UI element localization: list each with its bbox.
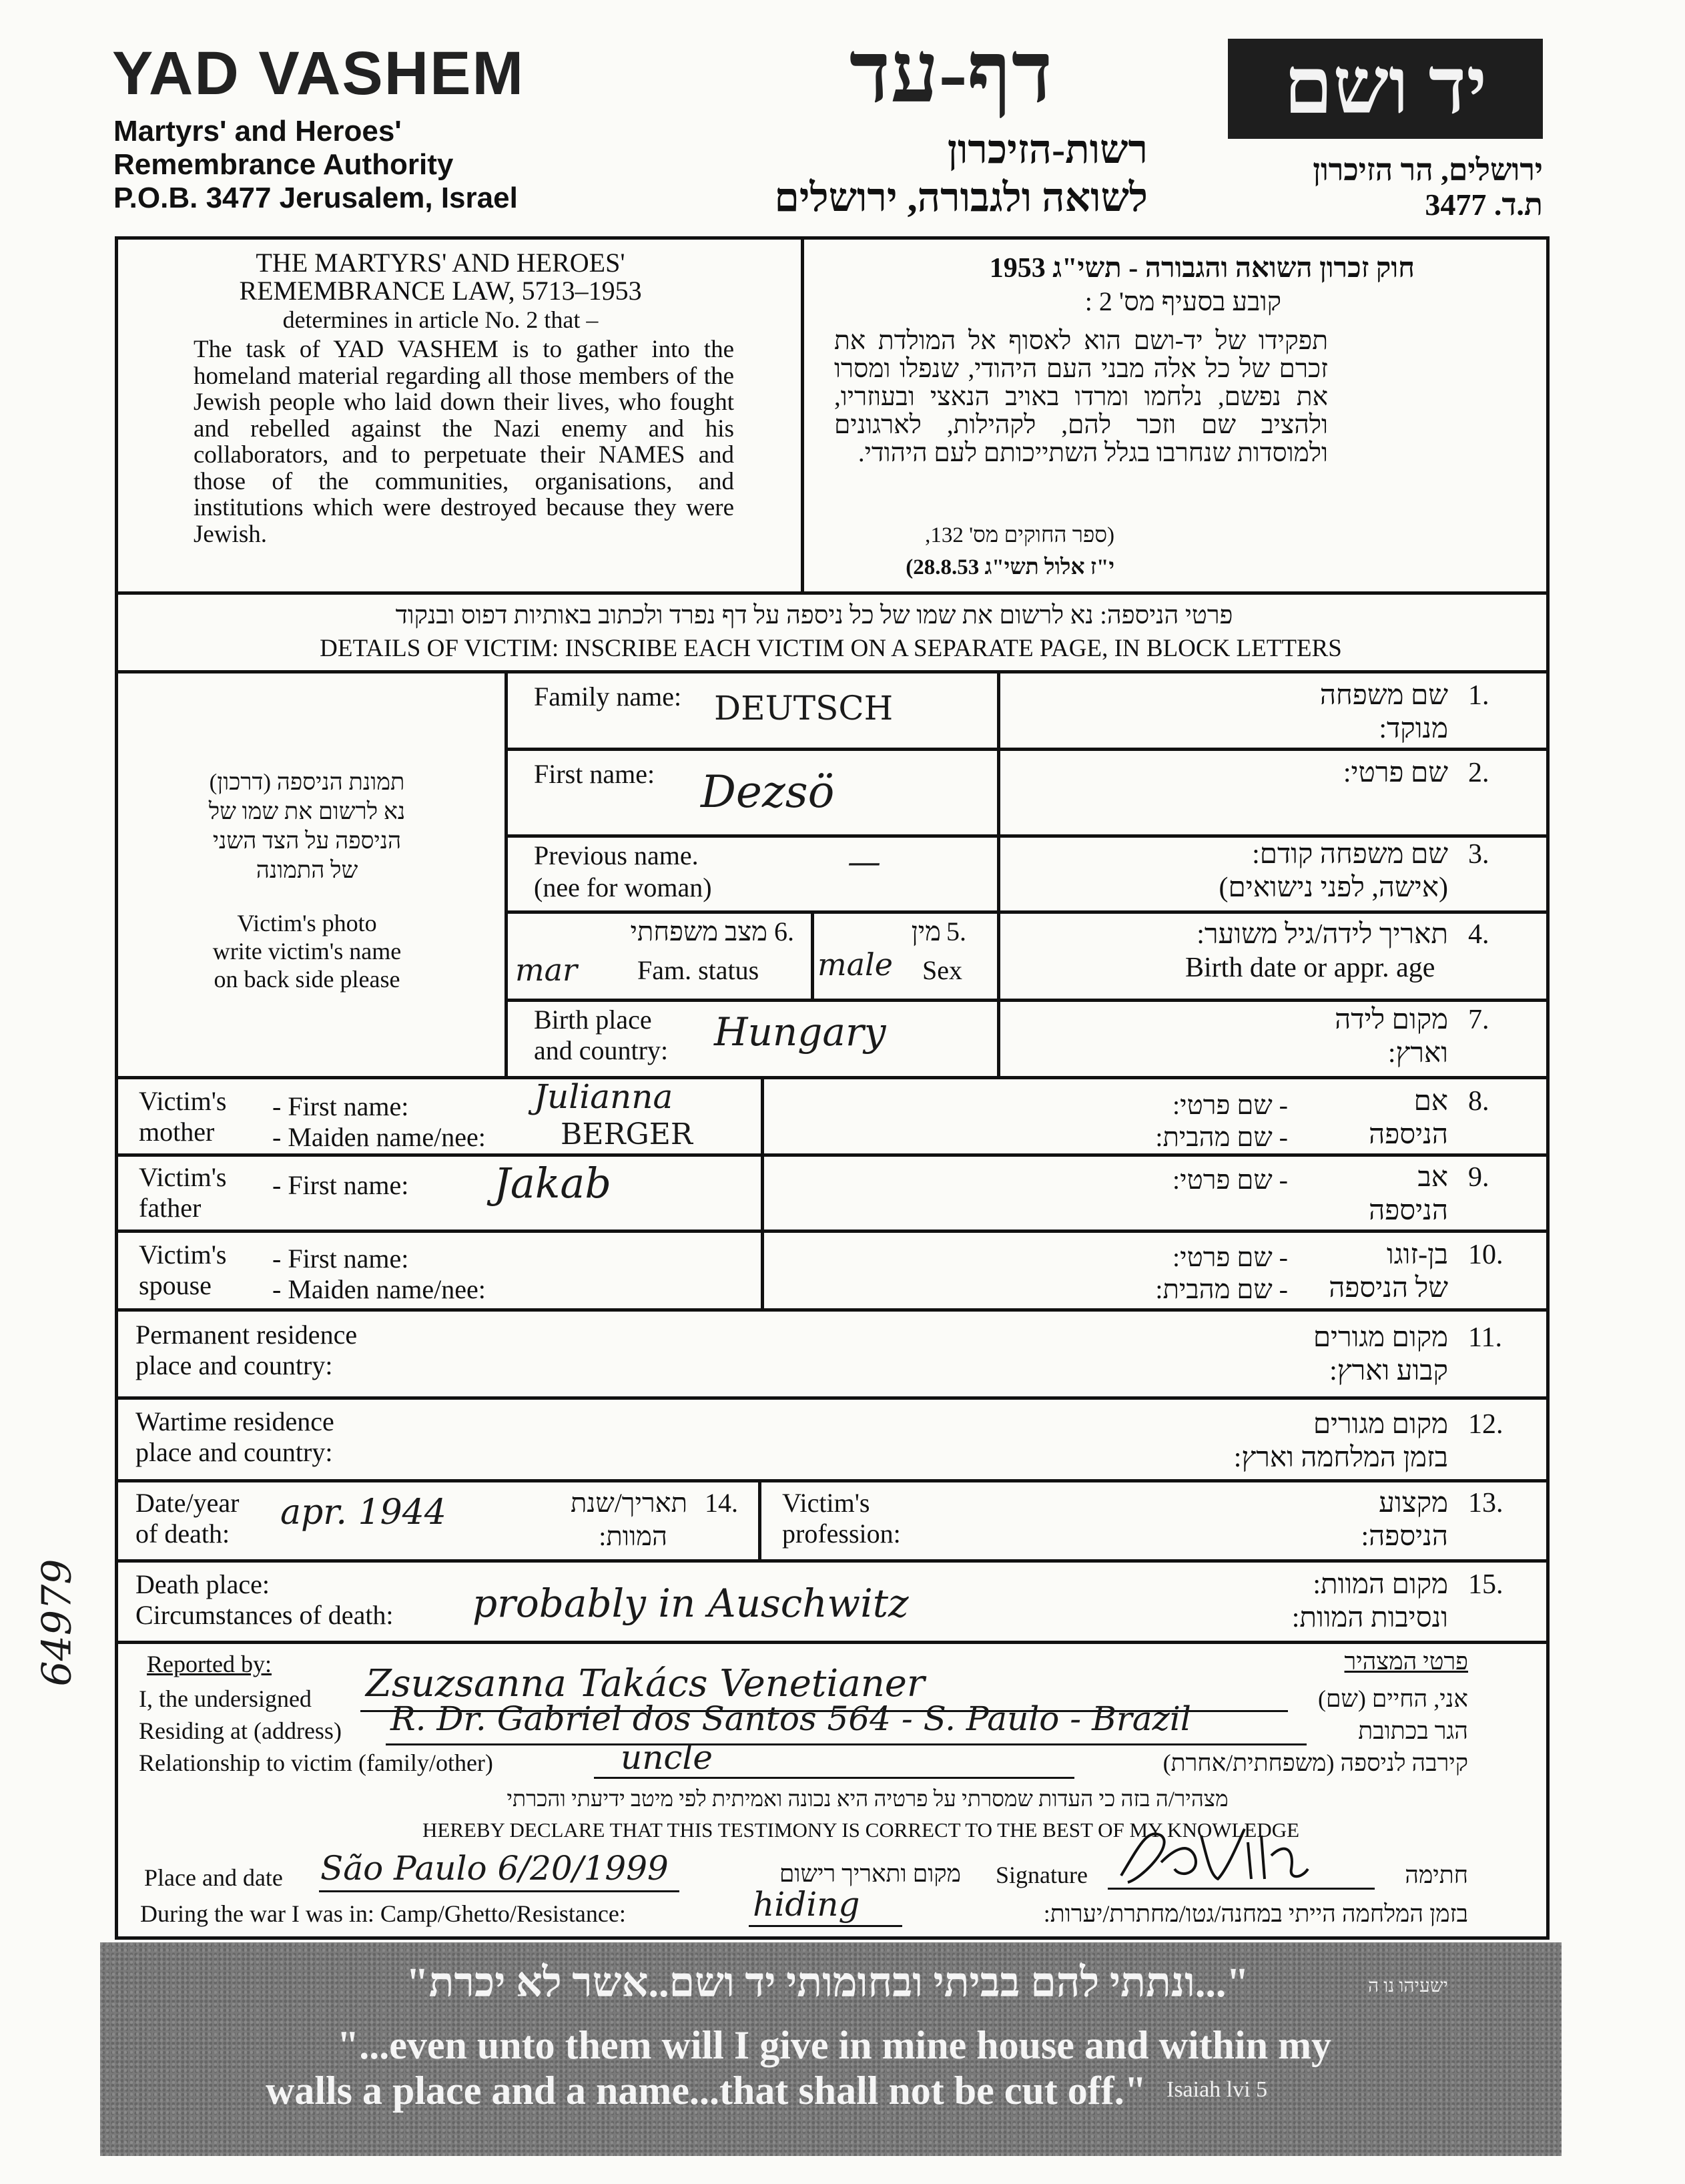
relation-line	[594, 1777, 1074, 1779]
photo-he-line4: של התמונה	[256, 857, 358, 883]
num-12: 12.	[1468, 1409, 1503, 1440]
photo-he-line3: הניספה על הצד השני	[212, 828, 402, 854]
num-5: 5.	[946, 916, 966, 946]
death-place-label1: Death place:	[135, 1569, 270, 1599]
sex-divider	[811, 910, 814, 1000]
photo-en-line1: Victim's photo	[237, 910, 377, 936]
family-name-value[interactable]: DEUTSCH	[714, 689, 894, 728]
death-divider	[758, 1479, 761, 1561]
war-location-line	[749, 1925, 902, 1927]
photo-divider	[504, 670, 508, 1077]
father-label1: Victim's	[139, 1162, 227, 1192]
org-line2: Remembrance Authority	[113, 148, 454, 181]
num-15: 15.	[1468, 1569, 1503, 1600]
father-label2: father	[139, 1193, 202, 1223]
signature-he: חתימה	[1405, 1862, 1468, 1888]
margin-note: 64979	[33, 1559, 81, 1687]
birth-place-label2: and country:	[534, 1035, 669, 1065]
law-divider	[801, 236, 804, 593]
mother-he2: הניספה	[1369, 1119, 1448, 1150]
heb-addr2: ת.ד. 3477	[1425, 188, 1543, 222]
rule-row10	[115, 1308, 1550, 1312]
rule-row13	[115, 1559, 1550, 1563]
address-value[interactable]: R. Dr. Gabriel dos Santos 564 - S. Paulo - Brazil	[390, 1699, 1191, 1738]
fam-status-label: Fam. status	[637, 955, 759, 985]
death-place-value[interactable]: probably in Auschwitz	[472, 1581, 909, 1626]
details-en-heading: DETAILS OF VICTIM: INSCRIBE EACH VICTIM ON A SEPARATE PAGE, IN BLOCK LETTERS	[320, 635, 1342, 662]
profession-label1: Victim's	[782, 1488, 870, 1518]
law-he-title2: קובע בסעיף מס' 2 :	[1084, 286, 1281, 316]
previous-name-value[interactable]: —	[848, 842, 881, 881]
footer-en-ref: Isaiah lvi 5	[1166, 2077, 1268, 2102]
war-location-label: During the war I was in: Camp/Ghetto/Resistance:	[140, 1900, 626, 1927]
spouse-he-maiden: - שם מהבית:	[1155, 1274, 1288, 1304]
address-he: הגר בכתובת	[1358, 1717, 1468, 1744]
org-title: YAD VASHEM	[112, 39, 525, 107]
birth-date-label: Birth date or appr. age	[1185, 952, 1435, 983]
sex-he: מין	[911, 916, 941, 946]
law-he-ref2: י"ז אלול תשי"ג 28.8.53)	[906, 555, 1114, 579]
num-11: 11.	[1468, 1322, 1502, 1353]
birth-date-he: תאריך לידה/גיל משוער:	[1197, 919, 1448, 950]
profession-he2: הניספה:	[1361, 1521, 1448, 1552]
reported-by-he: פרטי המצהיר	[1344, 1648, 1468, 1675]
previous-name-label1: Previous name.	[534, 840, 699, 870]
place-date-he: מקום ותאריך רישום	[779, 1860, 961, 1887]
death-place-label2: Circumstances of death:	[135, 1600, 394, 1630]
address-label: Residing at (address)	[139, 1717, 342, 1744]
rule-row1	[504, 748, 1550, 751]
rule-row3	[504, 910, 1550, 914]
org-line1: Martyrs' and Heroes'	[113, 115, 402, 148]
undersigned-he: אני, החיים (שם)	[1317, 1685, 1468, 1712]
place-date-line	[319, 1890, 679, 1892]
previous-name-label2: (nee for woman)	[534, 872, 712, 902]
details-he-heading: פרטי הניספה: נא לרשום את שמו של כל ניספה על דף נפרד ולכתוב באותיות דפוס ובנקוד	[395, 601, 1233, 629]
law-bottom-rule	[115, 591, 1550, 595]
photo-en-line2: write victim's name	[212, 938, 402, 965]
photo-he-line2: נא לרשום את שמו של	[208, 798, 406, 824]
rule-row15	[115, 1641, 1550, 1644]
num-1: 1.	[1468, 680, 1489, 711]
signature-mark	[1101, 1816, 1321, 1896]
heb-addr1: ירושלים, הר הזיכרון	[1313, 153, 1543, 187]
place-date-value[interactable]: São Paulo 6/20/1999	[320, 1849, 669, 1888]
spouse-he-first: - שם פרטי:	[1172, 1242, 1288, 1272]
photo-en-line3: on back side please	[214, 966, 400, 993]
spouse-maiden-label: - Maiden name/nee:	[272, 1274, 486, 1304]
war-residence-label1: Wartime residence	[135, 1406, 334, 1436]
father-he2: הניספה	[1369, 1195, 1448, 1226]
num-7: 7.	[1468, 1005, 1489, 1035]
father-first-value[interactable]: Jakab	[494, 1159, 612, 1207]
fam-status-he: מצב משפחתי	[630, 916, 767, 946]
heb-page-title: דף-עד	[849, 25, 1053, 120]
sex-label: Sex	[922, 955, 962, 985]
mother-he-maiden: - שם מהבית:	[1155, 1122, 1288, 1152]
undersigned-label: I, the undersigned	[139, 1685, 312, 1712]
num-13: 13.	[1468, 1488, 1503, 1519]
mother-maiden-value[interactable]: BERGER	[561, 1117, 693, 1151]
war-residence-he2: בזמן המלחמה וארץ:	[1233, 1442, 1448, 1473]
previous-name-he1: שם משפחה קודם:	[1252, 839, 1448, 870]
spouse-he1: בן-זוגו	[1387, 1240, 1448, 1270]
num-6: 6.	[774, 916, 794, 946]
law-he-body: תפקידו של יד-ושם הוא לאסוף אל המולדת את זכרם של כל אלה מבני העם היהודי, שנפלו ומסרו את נפשם, נלחמו ומרדו באויב הנאצי ובעוזריו, ולהציב שם וזכר להם, לקהילות, לארגונים ולמוסדות שנחרבו בגלל השתייכותם לעם היהודי.	[834, 326, 1328, 467]
perm-residence-label1: Permanent residence	[135, 1320, 358, 1350]
first-name-he: שם פרטי:	[1343, 758, 1448, 788]
birth-place-he1: מקום לידה	[1335, 1005, 1448, 1035]
rule-row4	[504, 999, 1550, 1002]
rule-row11	[115, 1396, 1550, 1400]
profession-he1: מקצוע	[1379, 1488, 1448, 1519]
num-8: 8.	[1468, 1086, 1489, 1117]
law-en-title1: THE MARTYRS' AND HEROES'	[256, 248, 625, 278]
profession-label2: profession:	[782, 1519, 901, 1549]
footer-he-quote: "...ונתתי להם בביתי ובחומותי יד ושם..אשר לא יכרת"	[406, 1960, 1249, 2006]
father-he-first: - שם פרטי:	[1172, 1165, 1288, 1195]
law-en-sub: determines in article No. 2 that –	[282, 306, 599, 333]
rule-row8	[115, 1153, 1550, 1157]
mother-he-first: - שם פרטי:	[1172, 1090, 1288, 1120]
num-14: 14.	[705, 1488, 738, 1518]
mid-divider-upper	[997, 670, 1000, 1077]
first-name-label: First name:	[534, 759, 655, 789]
mother-label2: mother	[139, 1117, 215, 1147]
war-residence-he1: מקום מגורים	[1313, 1409, 1448, 1440]
law-en-title2: REMEMBRANCE LAW, 5713–1953	[239, 276, 642, 306]
undersigned-value[interactable]: Zsuzsanna Takács Venetianer	[366, 1662, 925, 1705]
photo-he-line1: תמונת הניספה (דרכון)	[209, 769, 405, 795]
num-2: 2.	[1468, 758, 1489, 788]
rule-row2	[504, 834, 1550, 838]
birth-place-value[interactable]: Hungary	[714, 1009, 886, 1055]
mother-first-label: - First name:	[272, 1091, 409, 1121]
death-date-label2: of death:	[135, 1519, 230, 1549]
relation-label: Relationship to victim (family/other)	[139, 1749, 493, 1776]
sex-value[interactable]: male	[817, 946, 893, 983]
num-3: 3.	[1468, 839, 1489, 870]
previous-name-he2: (אישה, לפני נישואים)	[1219, 872, 1448, 903]
birth-place-he2: וארץ:	[1387, 1038, 1448, 1069]
perm-residence-he1: מקום מגורים	[1313, 1322, 1448, 1353]
place-date-label: Place and date	[144, 1864, 283, 1891]
spouse-label2: spouse	[139, 1270, 212, 1300]
first-name-value[interactable]: Dezsö	[701, 766, 835, 818]
rule-row9	[115, 1230, 1550, 1233]
num-10: 10.	[1468, 1240, 1503, 1270]
law-he-ref1: (ספר החוקים מס' 132,	[925, 523, 1114, 547]
rule-row12	[115, 1479, 1550, 1482]
death-date-he1: תאריך/שנת	[570, 1488, 687, 1518]
family-name-he2: מנוקד:	[1379, 714, 1448, 744]
declare-he: מצהיר/ה בזה כי העדות שמסרתי על פרטיה היא נכונה ואמיתית לפי מיטב ידיעתי והכרתי	[507, 1788, 1229, 1812]
spouse-label1: Victim's	[139, 1240, 227, 1270]
death-date-label1: Date/year	[135, 1488, 240, 1518]
spouse-he2: של הניספה	[1329, 1273, 1448, 1304]
heb-logo: יד ושם	[1283, 43, 1487, 130]
details-bottom-rule	[115, 670, 1550, 673]
mother-label1: Victim's	[139, 1086, 227, 1116]
address-line	[386, 1743, 1307, 1745]
relation-he: קירבה לניספה (משפחתית/אחרת)	[1162, 1749, 1468, 1776]
num-4: 4.	[1468, 919, 1489, 950]
num-9: 9.	[1468, 1162, 1489, 1193]
mother-he1: אם	[1413, 1086, 1448, 1117]
footer-en-line2: walls a place and a name...that shall not be cut off."	[266, 2069, 1147, 2113]
death-date-value[interactable]: apr. 1944	[280, 1492, 446, 1533]
law-he-title1: חוק זכרון השואה והגבורה - תשי"ג 1953	[989, 253, 1415, 284]
rule-row7	[115, 1076, 1550, 1079]
relation-value[interactable]: uncle	[621, 1738, 713, 1777]
birth-place-label1: Birth place	[534, 1005, 652, 1035]
signature-label: Signature	[996, 1862, 1088, 1888]
spouse-first-label: - First name:	[272, 1244, 409, 1274]
death-date-he2: המוות:	[599, 1521, 667, 1551]
mother-maiden-label: - Maiden name/nee:	[272, 1122, 486, 1152]
law-en-body: The task of YAD VASHEM is to gather into the homeland material regarding all those members of the Jewish people who laid down their lives, who fought and rebelled against the Nazi enemy and his collaborators, and to perpetuate their NAMES and those of the communities, organisations, and institutions which were destroyed because they were Jewish.	[194, 336, 734, 548]
family-name-he: שם משפחה	[1319, 680, 1448, 711]
father-he1: אב	[1417, 1162, 1448, 1193]
perm-residence-he2: קבוע וארץ:	[1329, 1356, 1448, 1386]
fam-status-value[interactable]: mar	[515, 952, 578, 988]
heb-authority2: לשואה ולגבורה, ירושלים	[774, 176, 1148, 220]
war-location-value[interactable]: hiding	[753, 1885, 860, 1924]
death-place-he1: מקום המוות:	[1313, 1569, 1448, 1600]
war-location-he: בזמן המלחמה הייתי במחנה/גטו/מחתרת/יערות:	[1043, 1900, 1468, 1927]
footer-en-line1: "...even unto them will I give in mine house and within my	[336, 2023, 1332, 2067]
org-line3: P.O.B. 3477 Jerusalem, Israel	[113, 182, 518, 214]
war-residence-label2: place and country:	[135, 1437, 333, 1467]
declare-en: HEREBY DECLARE THAT THIS TESTIMONY IS CORRECT TO THE BEST OF MY KNOWLEDGE	[422, 1818, 1300, 1842]
death-place-he2: ונסיבות המוות:	[1291, 1603, 1448, 1633]
reported-by-label: Reported by:	[147, 1651, 272, 1677]
family-name-label: Family name:	[534, 681, 682, 712]
mother-first-value[interactable]: Julianna	[534, 1077, 673, 1116]
mid-divider-family	[761, 1076, 764, 1310]
father-first-label: - First name:	[272, 1170, 409, 1200]
heb-authority: רשות-הזיכרון	[947, 127, 1148, 172]
footer-he-ref: ישעיהו נו ה	[1368, 1976, 1448, 1996]
perm-residence-label2: place and country:	[135, 1350, 333, 1380]
